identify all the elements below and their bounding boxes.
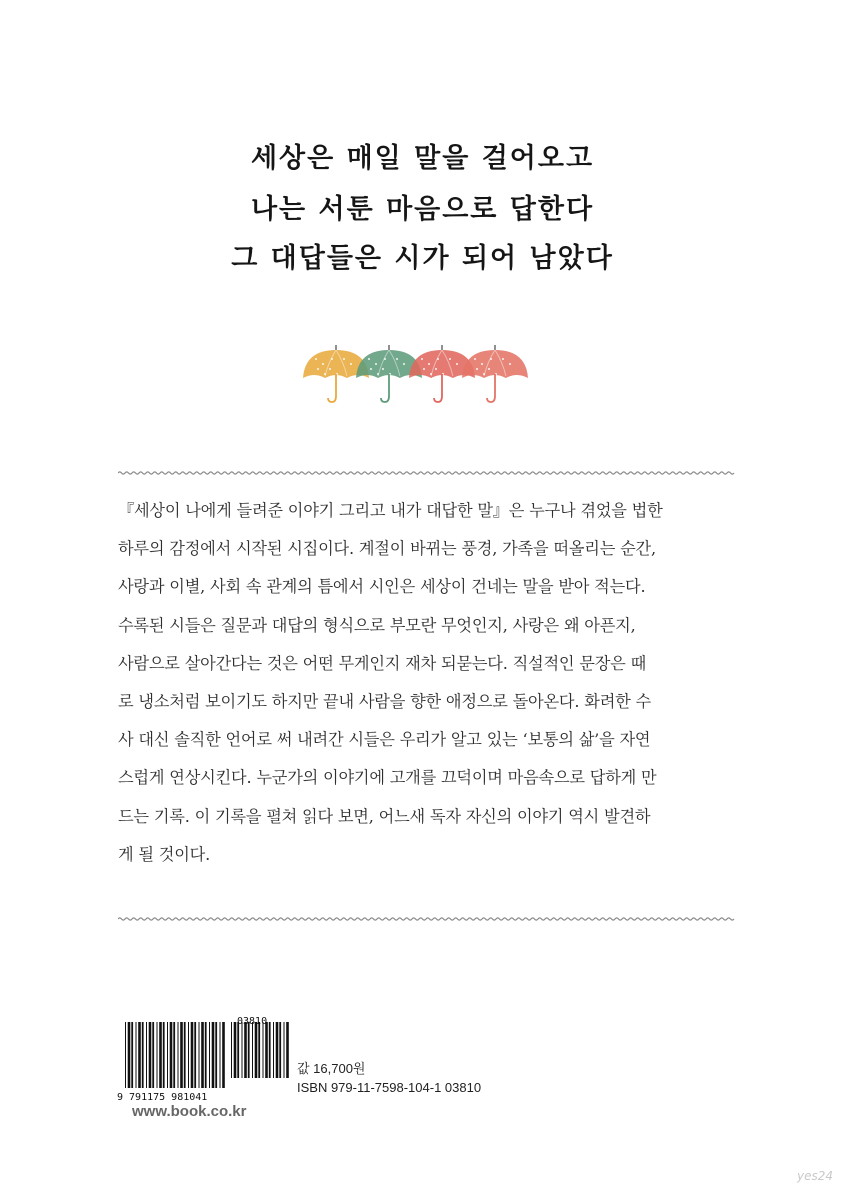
book-description bbox=[118, 492, 728, 874]
isbn-barcode bbox=[117, 1016, 292, 1103]
description-line: 로 냉소처럼 보이기도 하지만 끝내 사람을 향한 애정으로 돌아온다. 화려한 수 bbox=[118, 692, 651, 712]
description-line: 게 될 것이다. bbox=[118, 844, 211, 864]
headline-line-2: 나는 서툰 마음으로 답한다 bbox=[250, 194, 595, 225]
description-line: 수록된 시들은 질문과 대답의 형식으로 부모란 무엇인지, 사랑은 왜 아픈지, bbox=[118, 615, 636, 635]
price-label: 값 16,700원 bbox=[297, 1061, 366, 1076]
watermark: yes24 bbox=[797, 1169, 834, 1183]
description-line: 스럽게 연상시킨다. 누군가의 이야기에 고개를 끄덕이며 마음속으로 답하게 만 bbox=[118, 768, 657, 788]
description-line: 사람으로 살아간다는 것은 어떤 무게인지 재차 되묻는다. 직설적인 문장은 때 bbox=[118, 653, 647, 673]
headline-line-3: 그 대답들은 시가 되어 남았다 bbox=[231, 243, 614, 274]
barcode-addon-digits: 03810 bbox=[237, 1016, 268, 1027]
bottom-wavy-divider bbox=[118, 914, 758, 924]
top-wavy-divider bbox=[118, 468, 758, 478]
publisher-website: www.book.co.kr bbox=[132, 1103, 247, 1120]
description-line: 사 대신 솔직한 언어로 써 내려간 시들은 우리가 알고 있는 ‘보통의 삶’을 자연 bbox=[118, 730, 651, 750]
barcode-bars bbox=[117, 1020, 292, 1095]
umbrella-illustration bbox=[300, 340, 560, 415]
isbn-label: ISBN 979-11-7598-104-1 03810 bbox=[297, 1080, 482, 1095]
description-line: 하루의 감정에서 시작된 시집이다. 계절이 바뀌는 풍경, 가족을 떠올리는 순간, bbox=[118, 539, 656, 559]
description-line: 사랑과 이별, 사회 속 관계의 틈에서 시인은 세상이 건네는 말을 받아 적는다. bbox=[118, 577, 646, 597]
umbrella-salmon bbox=[462, 345, 528, 402]
description-line: 『세상이 나에게 들려준 이야기 그리고 내가 대답한 말』은 누구나 겪었을 법한 bbox=[118, 501, 663, 520]
headline-line-1: 세상은 매일 말을 걸어오고 bbox=[250, 143, 595, 174]
barcode-main-digits: 9 791175 981041 bbox=[117, 1092, 208, 1103]
description-line: 드는 기록. 이 기록을 펼쳐 읽다 보면, 어느새 독자 자신의 이야기 역시 발견하 bbox=[118, 806, 651, 826]
